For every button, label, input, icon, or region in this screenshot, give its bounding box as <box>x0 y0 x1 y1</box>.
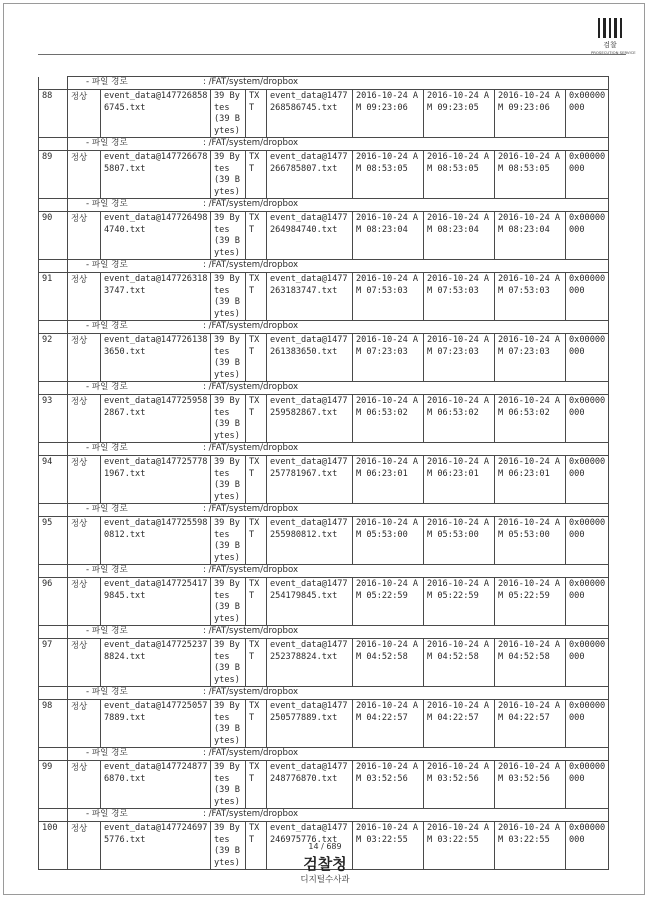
path-row <box>39 321 609 334</box>
original-file-name: event_data@1477250577889.txt <box>267 700 353 748</box>
file-attribute: 0x00000000 <box>566 273 609 321</box>
file-attribute: 0x00000000 <box>566 334 609 382</box>
record-number: 92 <box>39 334 68 382</box>
accessed-time: 2016-10-24 AM 05:53:00 <box>495 517 566 565</box>
file-path-cell <box>68 565 609 578</box>
file-path-sep: : <box>203 748 206 758</box>
table-row <box>39 517 609 565</box>
original-file-name: event_data@1477264984740.txt <box>267 212 353 260</box>
file-path-value: /FAT/system/dropbox <box>208 77 299 87</box>
prosecution-logo <box>590 18 636 56</box>
created-time: 2016-10-24 AM 07:53:03 <box>353 273 424 321</box>
file-size: 39 Bytes (39 Bytes) <box>211 151 246 199</box>
file-name: event_data@1477255980812.txt <box>101 517 211 565</box>
file-size: 39 Bytes (39 Bytes) <box>211 822 246 870</box>
status-text: 정상 <box>68 822 101 870</box>
modified-time: 2016-10-24 AM 06:53:02 <box>424 395 495 443</box>
record-number: 97 <box>39 639 68 687</box>
department-name: 디지털수사과 <box>300 875 350 885</box>
file-path-cell <box>68 321 609 334</box>
accessed-time: 2016-10-24 AM 08:53:05 <box>495 151 566 199</box>
path-row <box>39 138 609 151</box>
file-extension: TXT <box>246 578 267 626</box>
file-path-cell <box>68 504 609 517</box>
file-size: 39 Bytes (39 Bytes) <box>211 700 246 748</box>
table-row <box>39 212 609 260</box>
modified-time: 2016-10-24 AM 03:22:55 <box>424 822 495 870</box>
file-size: 39 Bytes (39 Bytes) <box>211 517 246 565</box>
created-time: 2016-10-24 AM 06:53:02 <box>353 395 424 443</box>
accessed-time: 2016-10-24 AM 09:23:06 <box>495 90 566 138</box>
record-number: 89 <box>39 151 68 199</box>
file-path-sep: : <box>203 443 206 453</box>
file-extension: TXT <box>246 761 267 809</box>
created-time: 2016-10-24 AM 05:22:59 <box>353 578 424 626</box>
original-file-name: event_data@1477246975776.txt <box>267 822 353 870</box>
accessed-time: 2016-10-24 AM 05:22:59 <box>495 578 566 626</box>
file-size: 39 Bytes (39 Bytes) <box>211 639 246 687</box>
status-text: 정상 <box>68 151 101 199</box>
accessed-time: 2016-10-24 AM 08:23:04 <box>495 212 566 260</box>
record-number: 98 <box>39 700 68 748</box>
accessed-time: 2016-10-24 AM 06:23:01 <box>495 456 566 504</box>
modified-time: 2016-10-24 AM 03:52:56 <box>424 761 495 809</box>
file-size: 39 Bytes (39 Bytes) <box>211 578 246 626</box>
created-time: 2016-10-24 AM 05:53:00 <box>353 517 424 565</box>
file-attribute: 0x00000000 <box>566 456 609 504</box>
page-number: 14 / 689 <box>308 842 342 851</box>
records-body <box>39 77 609 870</box>
path-row <box>39 748 609 761</box>
file-name: event_data@1477252378824.txt <box>101 639 211 687</box>
record-number: 88 <box>39 90 68 138</box>
table-row <box>39 456 609 504</box>
file-path-cell <box>68 687 609 700</box>
header-rule <box>38 54 626 55</box>
file-extension: TXT <box>246 212 267 260</box>
file-attribute: 0x00000000 <box>566 578 609 626</box>
accessed-time: 2016-10-24 AM 07:53:03 <box>495 273 566 321</box>
modified-time: 2016-10-24 AM 04:52:58 <box>424 639 495 687</box>
logo-bars-icon <box>590 18 630 38</box>
file-path-label: - 파일 경로 <box>86 382 128 392</box>
modified-time: 2016-10-24 AM 04:22:57 <box>424 700 495 748</box>
record-number: 94 <box>39 456 68 504</box>
file-path-sep: : <box>203 260 206 270</box>
file-path-label: - 파일 경로 <box>86 748 128 758</box>
file-path-sep: : <box>203 382 206 392</box>
file-path-sep: : <box>203 77 206 87</box>
file-path-sep: : <box>203 565 206 575</box>
accessed-time: 2016-10-24 AM 03:52:56 <box>495 761 566 809</box>
file-attribute: 0x00000000 <box>566 639 609 687</box>
file-name: event_data@1477259582867.txt <box>101 395 211 443</box>
file-extension: TXT <box>246 334 267 382</box>
file-path-sep: : <box>203 504 206 514</box>
file-path-cell <box>68 77 609 90</box>
path-row <box>39 565 609 578</box>
original-file-name: event_data@1477248776870.txt <box>267 761 353 809</box>
file-extension: TXT <box>246 822 267 870</box>
file-name: event_data@1477246975776.txt <box>101 822 211 870</box>
file-path-cell <box>68 260 609 273</box>
created-time: 2016-10-24 AM 09:23:06 <box>353 90 424 138</box>
table-row <box>39 90 609 138</box>
modified-time: 2016-10-24 AM 05:53:00 <box>424 517 495 565</box>
path-row <box>39 77 609 90</box>
status-text: 정상 <box>68 456 101 504</box>
path-row <box>39 626 609 639</box>
file-path-value: /FAT/system/dropbox <box>208 504 299 514</box>
file-path-sep: : <box>203 626 206 636</box>
file-path-value: /FAT/system/dropbox <box>208 809 299 819</box>
file-path-cell <box>68 443 609 456</box>
file-attribute: 0x00000000 <box>566 700 609 748</box>
file-extension: TXT <box>246 517 267 565</box>
file-path-label: - 파일 경로 <box>86 77 128 87</box>
file-attribute: 0x00000000 <box>566 517 609 565</box>
file-name: event_data@1477257781967.txt <box>101 456 211 504</box>
modified-time: 2016-10-24 AM 08:53:05 <box>424 151 495 199</box>
created-time: 2016-10-24 AM 07:23:03 <box>353 334 424 382</box>
accessed-time: 2016-10-24 AM 04:22:57 <box>495 700 566 748</box>
modified-time: 2016-10-24 AM 07:53:03 <box>424 273 495 321</box>
original-file-name: event_data@1477263183747.txt <box>267 273 353 321</box>
file-name: event_data@1477266785807.txt <box>101 151 211 199</box>
file-size: 39 Bytes (39 Bytes) <box>211 761 246 809</box>
file-name: event_data@1477248776870.txt <box>101 761 211 809</box>
file-size: 39 Bytes (39 Bytes) <box>211 212 246 260</box>
file-path-cell <box>68 626 609 639</box>
file-path-sep: : <box>203 321 206 331</box>
modified-time: 2016-10-24 AM 08:23:04 <box>424 212 495 260</box>
status-text: 정상 <box>68 395 101 443</box>
file-path-label: - 파일 경로 <box>86 199 128 209</box>
file-extension: TXT <box>246 273 267 321</box>
path-row <box>39 199 609 212</box>
created-time: 2016-10-24 AM 04:22:57 <box>353 700 424 748</box>
created-time: 2016-10-24 AM 04:52:58 <box>353 639 424 687</box>
file-path-sep: : <box>203 199 206 209</box>
file-path-cell <box>68 809 609 822</box>
file-name: event_data@1477263183747.txt <box>101 273 211 321</box>
created-time: 2016-10-24 AM 08:23:04 <box>353 212 424 260</box>
created-time: 2016-10-24 AM 06:23:01 <box>353 456 424 504</box>
record-number: 90 <box>39 212 68 260</box>
file-path-label: - 파일 경로 <box>86 321 128 331</box>
original-file-name: event_data@1477268586745.txt <box>267 90 353 138</box>
file-path-label: - 파일 경로 <box>86 260 128 270</box>
table-row <box>39 700 609 748</box>
file-path-value: /FAT/system/dropbox <box>208 199 299 209</box>
file-path-value: /FAT/system/dropbox <box>208 687 299 697</box>
path-row <box>39 260 609 273</box>
status-text: 정상 <box>68 212 101 260</box>
file-extension: TXT <box>246 639 267 687</box>
file-path-label: - 파일 경로 <box>86 138 128 148</box>
status-text: 정상 <box>68 700 101 748</box>
file-path-label: - 파일 경로 <box>86 504 128 514</box>
file-path-cell <box>68 138 609 151</box>
modified-time: 2016-10-24 AM 09:23:05 <box>424 90 495 138</box>
original-file-name: event_data@1477257781967.txt <box>267 456 353 504</box>
file-attribute: 0x00000000 <box>566 151 609 199</box>
status-text: 정상 <box>68 639 101 687</box>
table-row <box>39 578 609 626</box>
status-text: 정상 <box>68 517 101 565</box>
file-attribute: 0x00000000 <box>566 212 609 260</box>
original-file-name: event_data@1477261383650.txt <box>267 334 353 382</box>
file-path-label: - 파일 경로 <box>86 687 128 697</box>
path-row <box>39 443 609 456</box>
status-text: 정상 <box>68 761 101 809</box>
created-time: 2016-10-24 AM 03:22:55 <box>353 822 424 870</box>
file-extension: TXT <box>246 395 267 443</box>
file-path-label: - 파일 경로 <box>86 443 128 453</box>
file-attribute: 0x00000000 <box>566 761 609 809</box>
table-row <box>39 395 609 443</box>
status-text: 정상 <box>68 578 101 626</box>
status-text: 정상 <box>68 90 101 138</box>
status-text: 정상 <box>68 273 101 321</box>
original-file-name: event_data@1477259582867.txt <box>267 395 353 443</box>
record-number: 91 <box>39 273 68 321</box>
table-row <box>39 273 609 321</box>
record-number: 96 <box>39 578 68 626</box>
file-path-cell <box>68 382 609 395</box>
modified-time: 2016-10-24 AM 06:23:01 <box>424 456 495 504</box>
created-time: 2016-10-24 AM 03:52:56 <box>353 761 424 809</box>
file-path-value: /FAT/system/dropbox <box>208 382 299 392</box>
original-file-name: event_data@1477254179845.txt <box>267 578 353 626</box>
file-path-label: - 파일 경로 <box>86 626 128 636</box>
file-size: 39 Bytes (39 Bytes) <box>211 90 246 138</box>
file-name: event_data@1477264984740.txt <box>101 212 211 260</box>
path-row <box>39 504 609 517</box>
modified-time: 2016-10-24 AM 05:22:59 <box>424 578 495 626</box>
file-size: 39 Bytes (39 Bytes) <box>211 273 246 321</box>
modified-time: 2016-10-24 AM 07:23:03 <box>424 334 495 382</box>
file-path-cell <box>68 748 609 761</box>
accessed-time: 2016-10-24 AM 07:23:03 <box>495 334 566 382</box>
file-path-cell <box>68 199 609 212</box>
file-path-label: - 파일 경로 <box>86 565 128 575</box>
original-file-name: event_data@1477266785807.txt <box>267 151 353 199</box>
record-number: 100 <box>39 822 68 870</box>
record-number: 99 <box>39 761 68 809</box>
file-extension: TXT <box>246 700 267 748</box>
file-extension: TXT <box>246 90 267 138</box>
file-extension: TXT <box>246 456 267 504</box>
file-name: event_data@1477254179845.txt <box>101 578 211 626</box>
organization-name: 검찰청 <box>303 855 347 873</box>
file-path-label: - 파일 경로 <box>86 809 128 819</box>
file-extension: TXT <box>246 151 267 199</box>
table-row <box>39 151 609 199</box>
logo-text: 검찰 <box>603 41 617 49</box>
status-text: 정상 <box>68 334 101 382</box>
file-path-sep: : <box>203 138 206 148</box>
record-number: 95 <box>39 517 68 565</box>
accessed-time: 2016-10-24 AM 03:22:55 <box>495 822 566 870</box>
file-attribute: 0x00000000 <box>566 822 609 870</box>
file-path-value: /FAT/system/dropbox <box>208 748 299 758</box>
file-records-table <box>38 76 609 870</box>
created-time: 2016-10-24 AM 08:53:05 <box>353 151 424 199</box>
file-name: event_data@1477250577889.txt <box>101 700 211 748</box>
table-row <box>39 334 609 382</box>
logo-subtext: PROSECUTION SERVICE <box>591 50 636 55</box>
record-number: 93 <box>39 395 68 443</box>
file-path-value: /FAT/system/dropbox <box>208 321 299 331</box>
file-size: 39 Bytes (39 Bytes) <box>211 334 246 382</box>
file-attribute: 0x00000000 <box>566 90 609 138</box>
file-path-sep: : <box>203 809 206 819</box>
file-path-value: /FAT/system/dropbox <box>208 626 299 636</box>
file-path-value: /FAT/system/dropbox <box>208 565 299 575</box>
file-size: 39 Bytes (39 Bytes) <box>211 456 246 504</box>
path-row <box>39 809 609 822</box>
accessed-time: 2016-10-24 AM 04:52:58 <box>495 639 566 687</box>
path-row <box>39 687 609 700</box>
file-path-value: /FAT/system/dropbox <box>208 260 299 270</box>
file-path-value: /FAT/system/dropbox <box>208 138 299 148</box>
path-row <box>39 382 609 395</box>
file-path-sep: : <box>203 687 206 697</box>
file-attribute: 0x00000000 <box>566 395 609 443</box>
file-path-value: /FAT/system/dropbox <box>208 443 299 453</box>
original-file-name: event_data@1477255980812.txt <box>267 517 353 565</box>
table-row <box>39 761 609 809</box>
file-size: 39 Bytes (39 Bytes) <box>211 395 246 443</box>
accessed-time: 2016-10-24 AM 06:53:02 <box>495 395 566 443</box>
file-name: event_data@1477268586745.txt <box>101 90 211 138</box>
file-name: event_data@1477261383650.txt <box>101 334 211 382</box>
original-file-name: event_data@1477252378824.txt <box>267 639 353 687</box>
table-row <box>39 639 609 687</box>
